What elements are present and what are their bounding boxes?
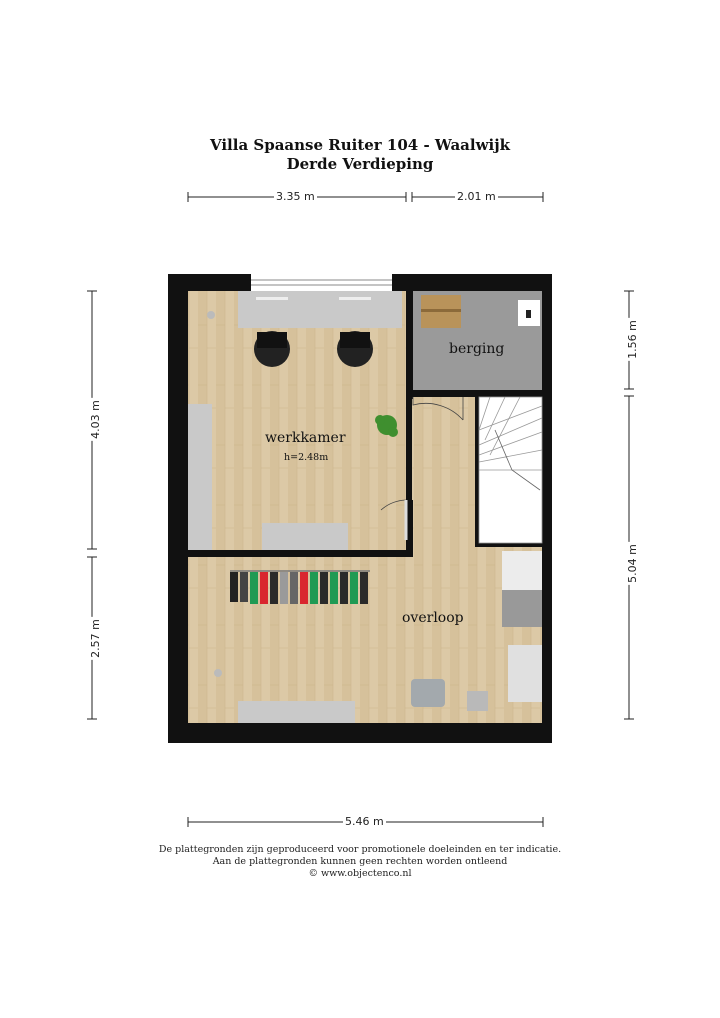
- dim-top-right: 2.01 m: [457, 190, 496, 203]
- room-height-werkkamer: h=2.48m: [284, 452, 329, 463]
- footer-line-1: De plattegronden zijn geproduceerd voor promotionele doeleinden en ter indicatie.: [158, 844, 562, 855]
- dim-top-left: 3.35 m: [276, 190, 315, 203]
- room-label-berging: berging: [449, 341, 505, 357]
- dim-left-lower: 2.57 m: [88, 619, 102, 658]
- dim-right-upper: 1.56 m: [625, 320, 639, 359]
- footer-disclaimer: [0, 844, 720, 880]
- stairs: [479, 397, 542, 543]
- window: [251, 274, 392, 291]
- werkkamer-floor: [188, 291, 406, 550]
- plan-subtitle: Derde Verdieping: [286, 155, 434, 173]
- dim-left-upper: 4.03 m: [88, 400, 102, 439]
- plan-title: Villa Spaanse Ruiter 104 - Waalwijk: [209, 136, 511, 154]
- footer-line-2: Aan de plattegronden kunnen geen rechten worden ontleend: [212, 856, 508, 867]
- dim-right-lower: 5.04 m: [625, 544, 639, 583]
- dim-bottom: 5.46 m: [345, 815, 384, 828]
- room-label-werkkamer: werkkamer: [265, 430, 346, 446]
- footer-line-3: © www.objectenco.nl: [308, 868, 412, 879]
- room-label-overloop: overloop: [402, 610, 464, 626]
